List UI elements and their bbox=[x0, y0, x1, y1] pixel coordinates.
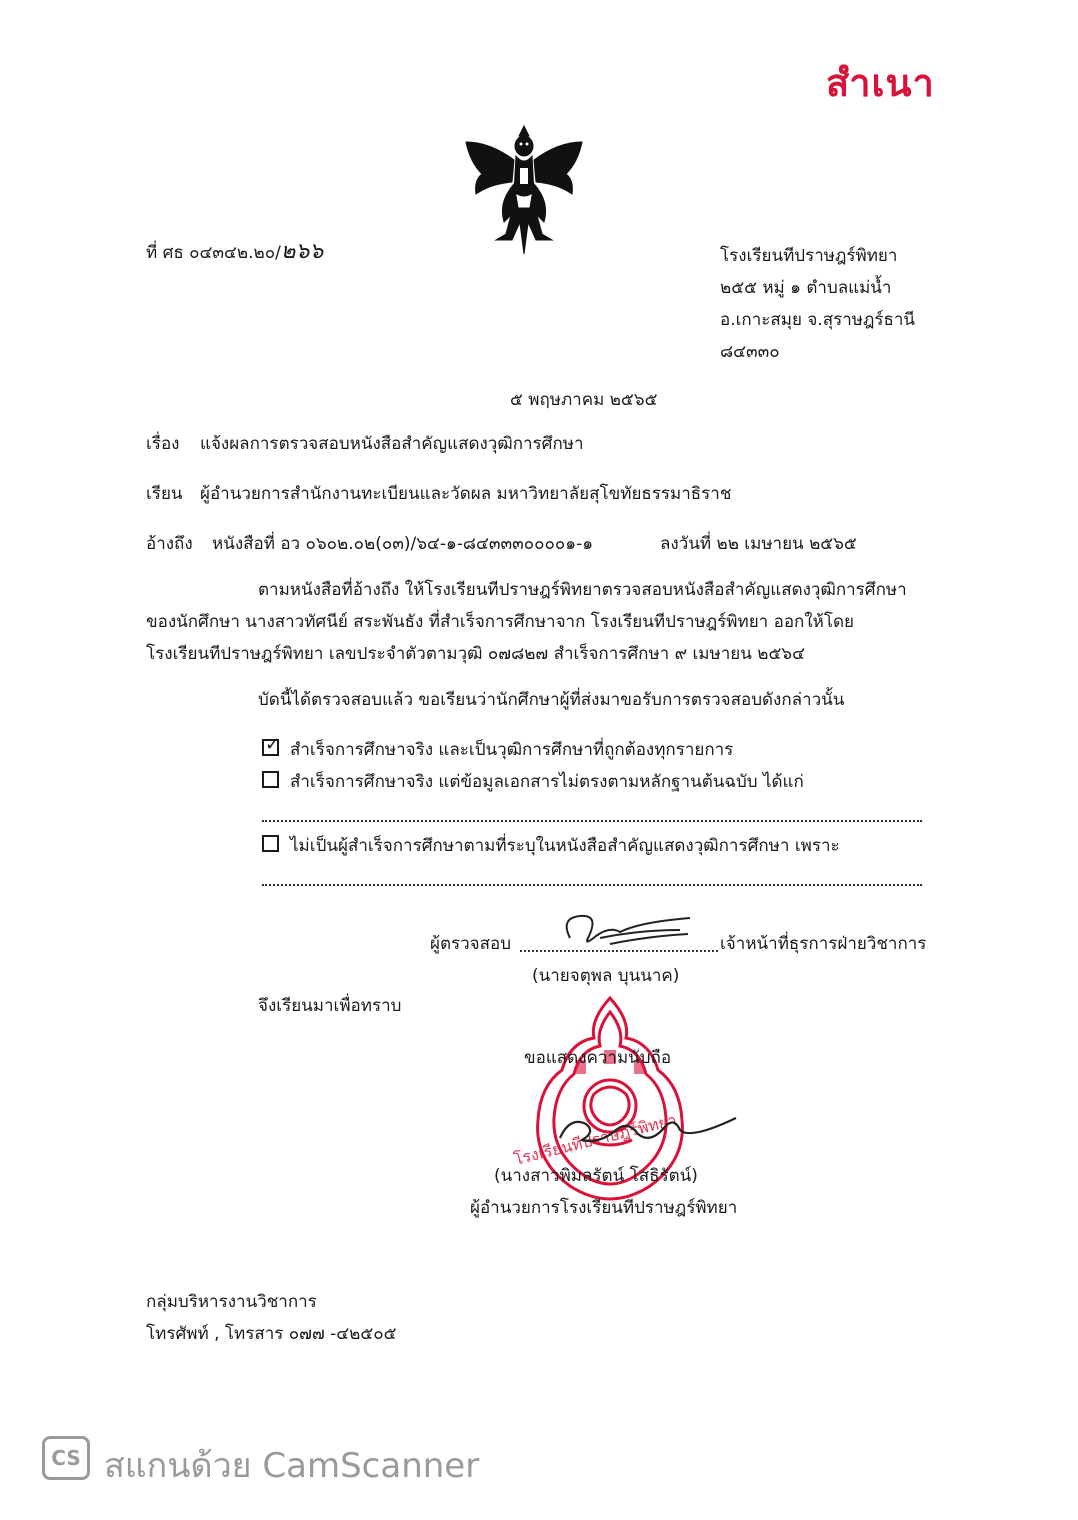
signatory-position: ผู้อำนวยการโรงเรียนทีปราษฎร์พิทยา bbox=[470, 1198, 738, 1218]
option-1-text: สำเร็จการศึกษาจริง และเป็นวุฒิการศึกษาที่ถูกต้องทุกรายการ bbox=[290, 740, 734, 760]
org-name: โรงเรียนทีปราษฎร์พิทยา bbox=[720, 246, 898, 266]
reference-label: อ้างถึง bbox=[146, 534, 193, 554]
option-3-checkbox[interactable] bbox=[262, 835, 279, 852]
inspector-name: (นายจตุพล บุนนาค) bbox=[532, 966, 680, 986]
closing-respect: ขอแสดงความนับถือ bbox=[524, 1048, 672, 1068]
body-paragraph-2: บัดนี้ได้ตรวจสอบแล้ว ขอเรียนว่านักศึกษาผู้ที่ส่งมาขอรับการตรวจสอบดังกล่าวนั้น bbox=[258, 690, 845, 710]
checkmark-icon: ✓ bbox=[265, 734, 281, 755]
body-paragraph-line2: ของนักศึกษา นางสาวทัศนีย์ สระพันธัง ที่สำเร็จการศึกษาจาก โรงเรียนทีปราษฎร์พิทยา ออกให้โดย bbox=[146, 612, 854, 632]
option-3-text: ไม่เป็นผู้สำเร็จการศึกษาตามที่ระบุในหนังสือสำคัญแสดงวุฒิการศึกษา เพราะ bbox=[290, 836, 840, 856]
seal-text: โรงเรียนทีปราษฎร์พิทยา bbox=[511, 1110, 679, 1169]
closing-phrase: จึงเรียนมาเพื่อทราบ bbox=[258, 996, 402, 1016]
camscanner-logo-icon: CS bbox=[42, 1436, 90, 1480]
fill-in-line-1 bbox=[262, 820, 922, 822]
director-signature-icon bbox=[540, 1104, 740, 1156]
footer-department: กลุ่มบริหารงานวิชาการ bbox=[146, 1292, 317, 1312]
recipient-text: ผู้อำนวยการสำนักงานทะเบียนและวัดผล มหาวิทยาลัยสุโขทัยธรรมาธิราช bbox=[200, 484, 732, 504]
inspector-signature-icon bbox=[540, 908, 700, 958]
body-paragraph-line1: ตามหนังสือที่อ้างถึง ให้โรงเรียนทีปราษฎร์พิทยาตรวจสอบหนังสือสำคัญแสดงวุฒิการศึกษา bbox=[258, 580, 907, 600]
camscanner-watermark: สแกนด้วย CamScanner bbox=[104, 1446, 480, 1486]
org-address-line2: อ.เกาะสมุย จ.สุราษฎร์ธานี bbox=[720, 310, 916, 330]
subject-label: เรื่อง bbox=[146, 434, 180, 454]
letter-date: ๕ พฤษภาคม ๒๕๖๕ bbox=[510, 390, 658, 410]
reference-number: ที่ ศธ ๐๔๓๔๒.๒๐/๒๖๖ bbox=[146, 239, 324, 264]
body-paragraph-line3: โรงเรียนทีปราษฎร์พิทยา เลขประจำตัวตามวุฒิ ๐๗๘๒๗ สำเร็จการศึกษา ๙ เมษายน ๒๕๖๔ bbox=[146, 644, 805, 664]
fill-in-line-2 bbox=[262, 884, 922, 886]
inspector-label: ผู้ตรวจสอบ bbox=[430, 934, 512, 954]
garuda-emblem-icon bbox=[460, 122, 588, 258]
subject-text: แจ้งผลการตรวจสอบหนังสือสำคัญแสดงวุฒิการศึกษา bbox=[200, 434, 584, 454]
signatory-name: (นางสาวพิมลรัตน์ โสธิรัตน์) bbox=[494, 1166, 698, 1186]
inspector-position: เจ้าหน้าที่ธุรการฝ่ายวิชาการ bbox=[720, 934, 927, 954]
recipient-label: เรียน bbox=[146, 484, 183, 504]
option-1-checkbox[interactable] bbox=[262, 734, 281, 756]
org-address-line1: ๒๕๕ หมู่ ๑ ตำบลแม่น้ำ bbox=[720, 278, 892, 298]
reference-date: ลงวันที่ ๒๒ เมษายน ๒๕๖๕ bbox=[660, 534, 857, 554]
org-zip: ๘๔๓๓๐ bbox=[720, 342, 780, 362]
reference-text: หนังสือที่ อว ๐๖๐๒.๐๒(๐๓)/๖๔-๑-๘๔๓๓๓๐๐๐๐๑-๑ bbox=[212, 534, 593, 554]
option-2-checkbox[interactable] bbox=[262, 771, 279, 788]
copy-stamp: สำเนา bbox=[826, 61, 935, 105]
option-2-text: สำเร็จการศึกษาจริง แต่ข้อมูลเอกสารไม่ตรงตามหลักฐานต้นฉบับ ได้แก่ bbox=[290, 772, 804, 792]
handwritten-ref: ๒๖๖ bbox=[280, 239, 324, 264]
footer-contact: โทรศัพท์ , โทรสาร ๐๗๗ -๔๒๕๐๕ bbox=[146, 1324, 397, 1344]
